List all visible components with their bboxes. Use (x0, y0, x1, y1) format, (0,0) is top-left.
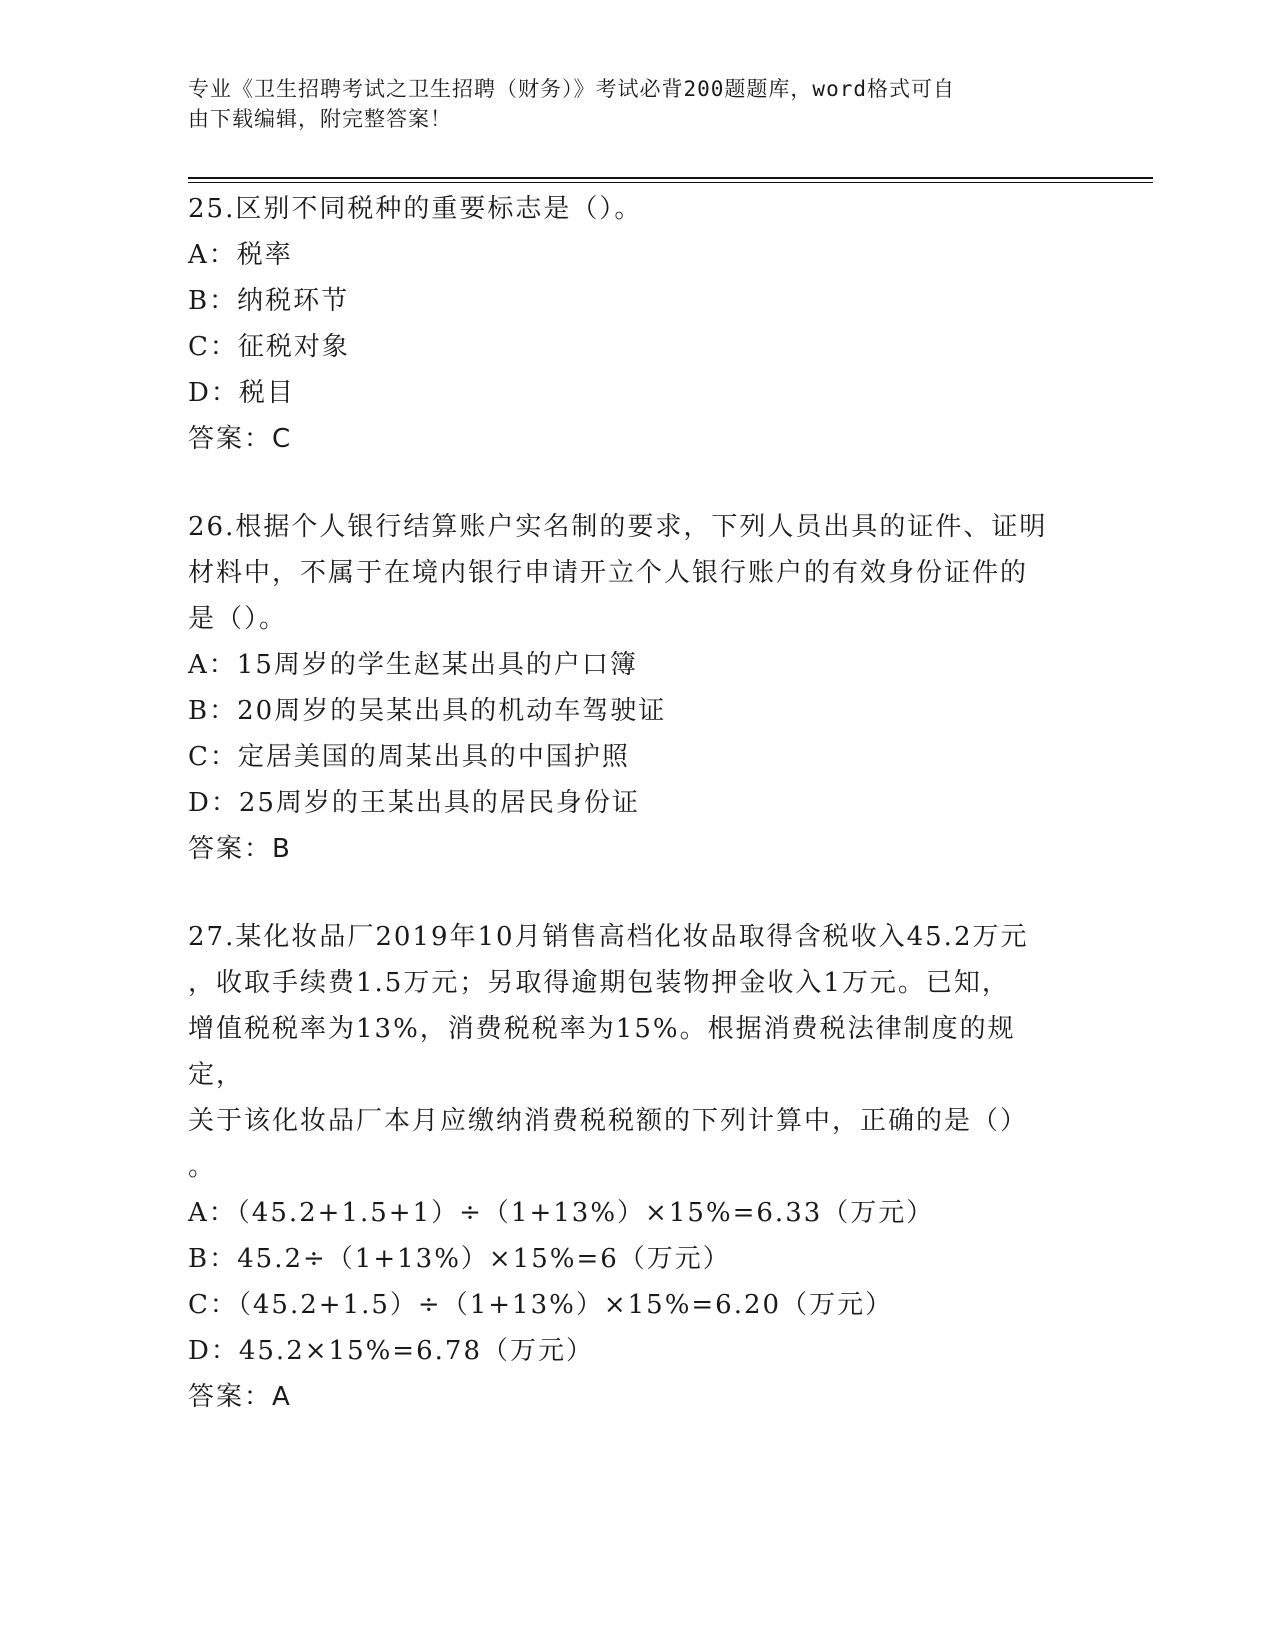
question-stem: 。 (188, 1152, 217, 1182)
option-c: C：定居美国的周某出具的中国护照 (188, 742, 630, 772)
header-divider-thin (188, 182, 1153, 183)
question-27 (188, 914, 1068, 1420)
question-spacer (188, 872, 1068, 914)
header-line: 由下载编辑，附完整答案！ (188, 107, 452, 131)
answer-line: 答案：C (188, 424, 293, 454)
question-stem: 26.根据个人银行结算账户实名制的要求，下列人员出具的证件、证明 (188, 512, 1048, 542)
option-d: D：25周岁的王某出具的居民身份证 (188, 788, 640, 818)
option-c: C：（45.2+1.5）÷（1+13%）×15%=6.20（万元） (188, 1290, 894, 1320)
question-25 (188, 186, 1068, 462)
option-a: A：（45.2+1.5+1）÷（1+13%）×15%=6.33（万元） (188, 1198, 935, 1228)
option-b: B：20周岁的吴某出具的机动车驾驶证 (188, 696, 667, 726)
question-stem: 是（）。 (188, 604, 288, 634)
answer-line: 答案：B (188, 834, 292, 864)
question-stem: 增值税税率为13%，消费税税率为15%。根据消费税法律制度的规定， (188, 1014, 1016, 1090)
question-stem: 关于该化妆品厂本月应缴纳消费税税额的下列计算中，正确的是（） (188, 1106, 1029, 1136)
option-a: A：15周岁的学生赵某出具的户口簿 (188, 650, 638, 680)
question-list (188, 186, 1068, 1420)
question-stem: 25.区别不同税种的重要标志是（）。 (188, 194, 643, 224)
option-b: B：45.2÷（1+13%）×15%=6（万元） (188, 1244, 731, 1274)
answer-line: 答案：A (188, 1382, 292, 1412)
header-line: 专业《卫生招聘考试之卫生招聘（财务）》考试必背200题题库，word格式可自 (188, 77, 955, 101)
header-divider (188, 177, 1153, 179)
option-d: D：45.2×15%=6.78（万元） (188, 1336, 594, 1366)
option-c: C：征税对象 (188, 332, 350, 362)
option-d: D：税目 (188, 378, 295, 408)
option-b: B：纳税环节 (188, 286, 350, 316)
question-stem: 27.某化妆品厂2019年10月销售高档化妆品取得含税收入45.2万元 (188, 922, 1029, 952)
question-26 (188, 504, 1068, 872)
question-stem: ，收取手续费1.5万元；另取得逾期包装物押金收入1万元。已知， (188, 968, 1010, 998)
document-header (188, 74, 1088, 134)
question-stem: 材料中，不属于在境内银行申请开立个人银行账户的有效身份证件的 (188, 558, 1029, 588)
option-a: A：税率 (188, 240, 293, 270)
question-spacer (188, 462, 1068, 504)
